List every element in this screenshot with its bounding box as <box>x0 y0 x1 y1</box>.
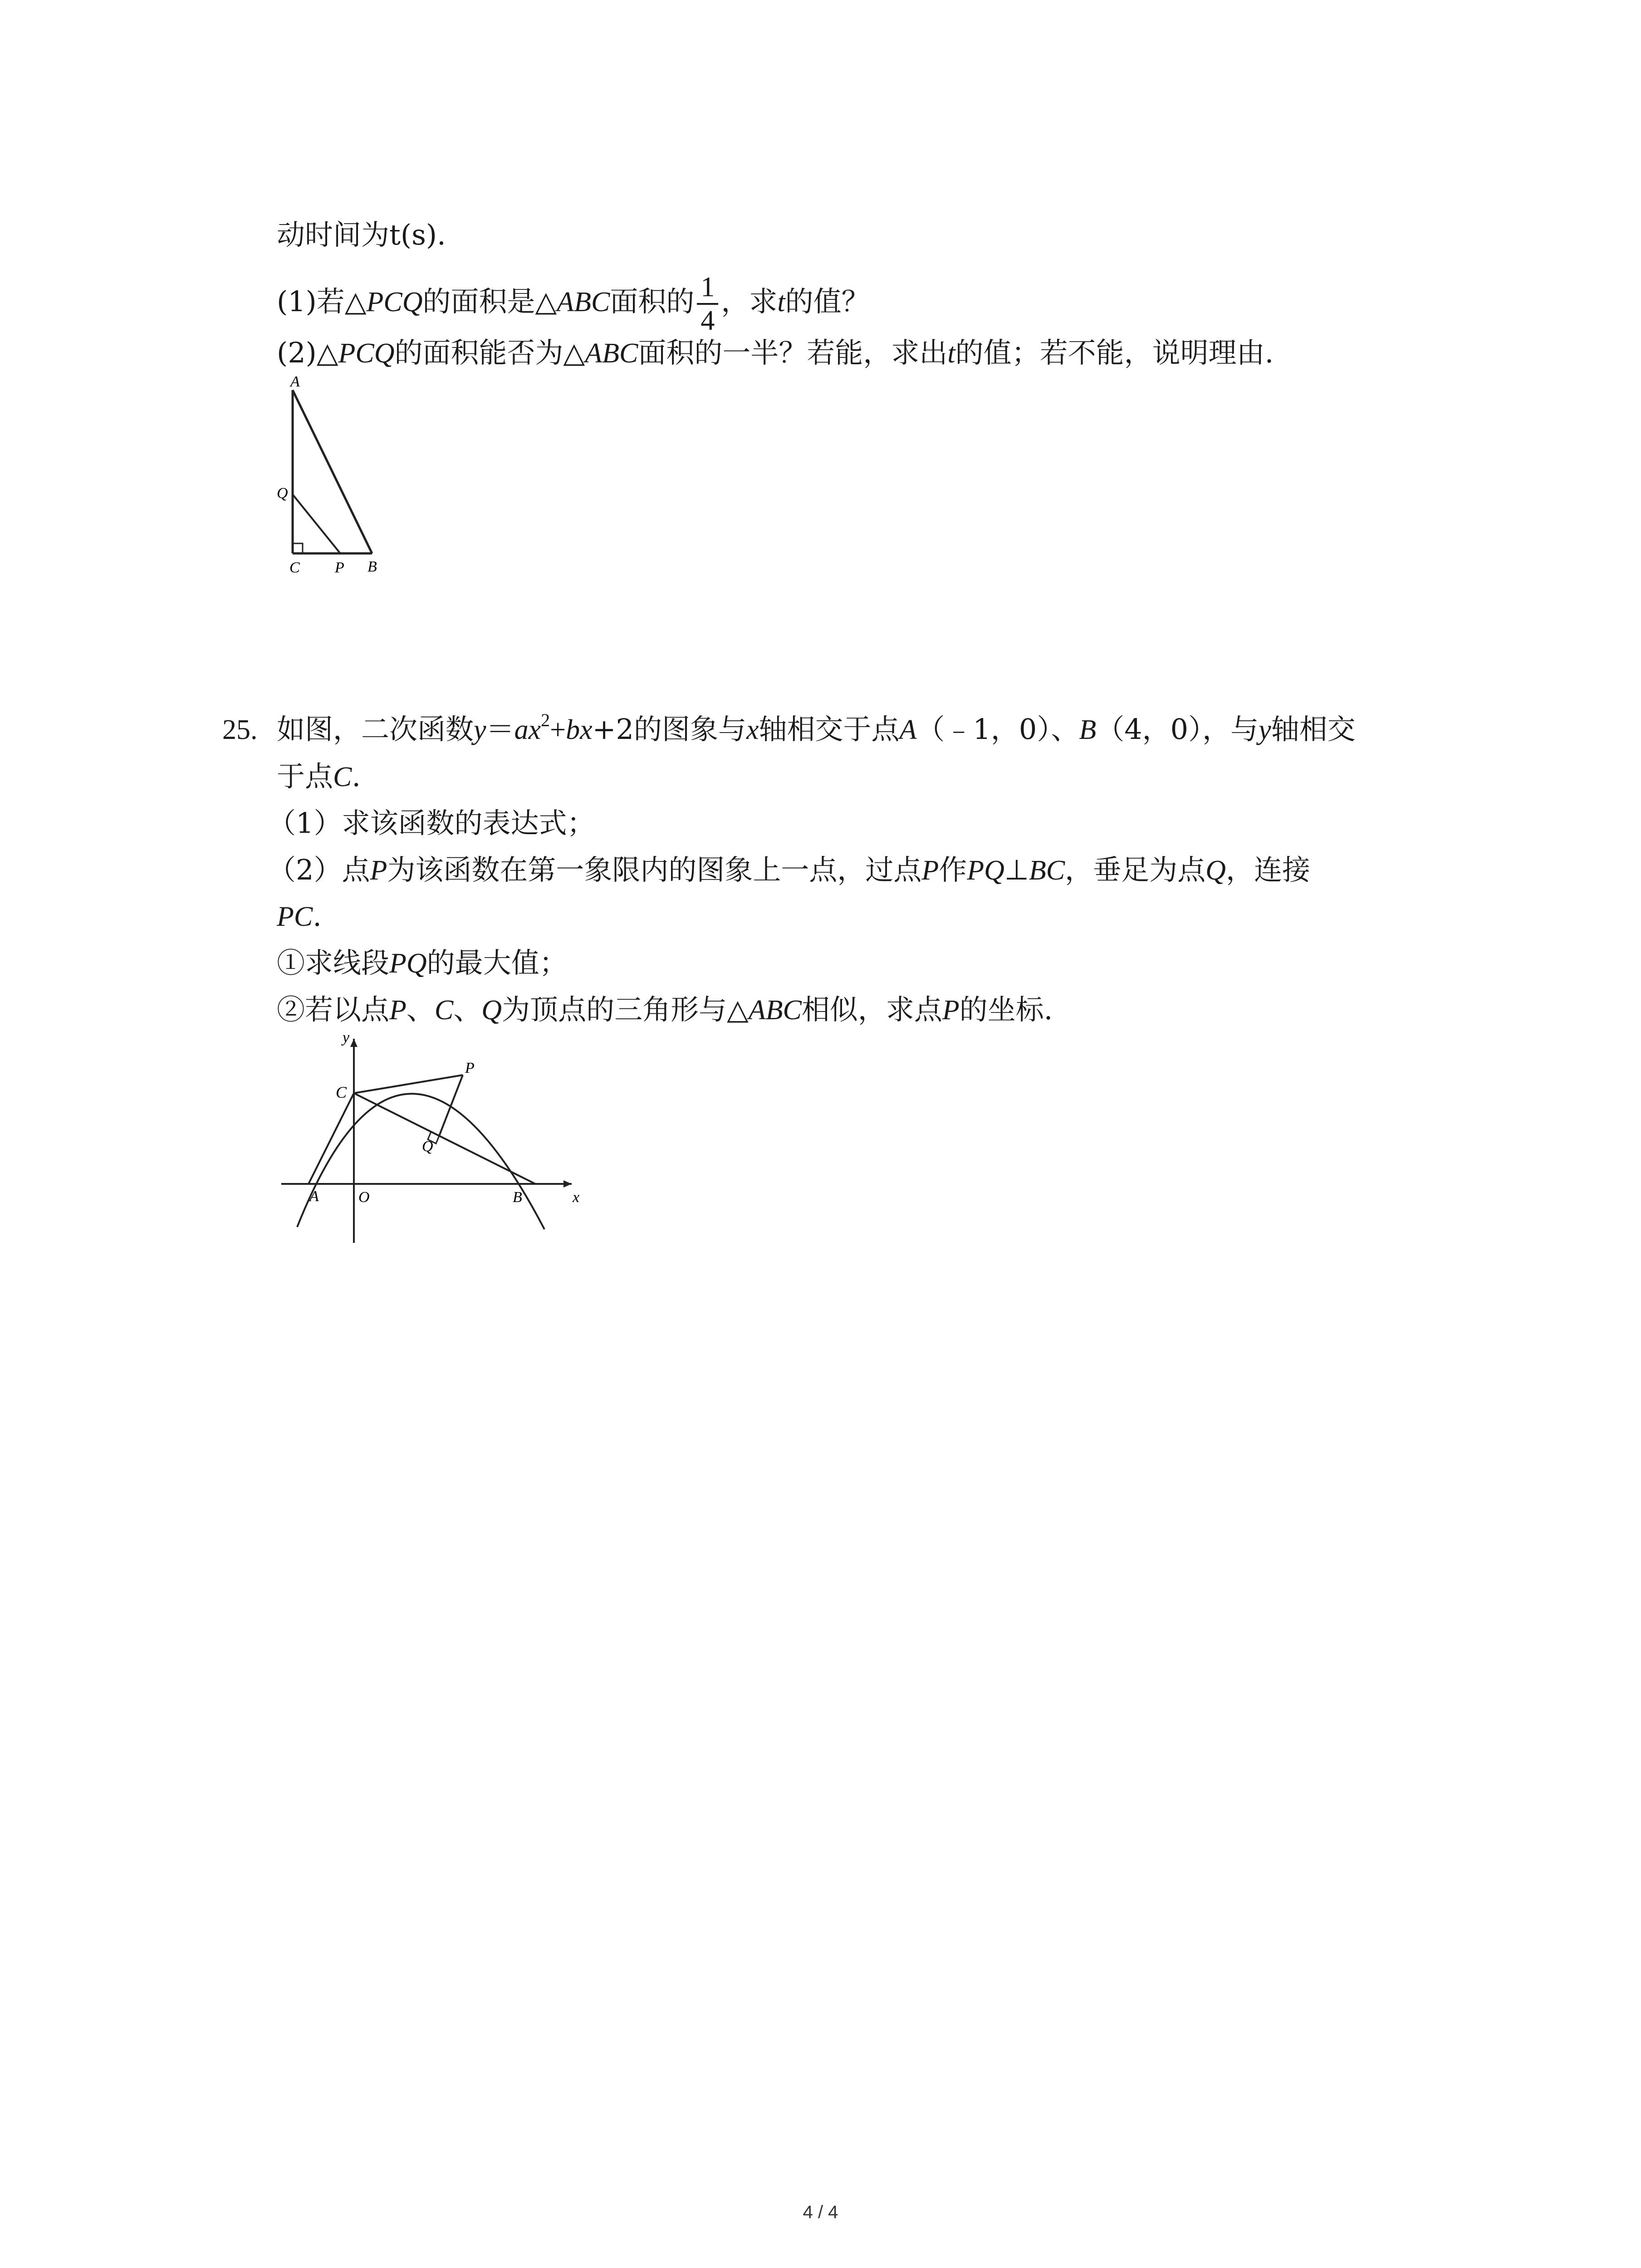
q25-sub1 <box>277 945 568 982</box>
q24-p1-text-c: 的面积是△ <box>422 285 557 318</box>
q25-s7-a: ②若以点 <box>277 993 390 1026</box>
q24-p1-text-a: (1)若△ <box>277 285 367 318</box>
q25-s1-a: 如图，二次函数 <box>277 713 474 746</box>
q25-s5-dot: . <box>313 899 322 933</box>
q25-s1-ax: ax <box>514 714 541 745</box>
q24-time-text: 动时间为t(s). <box>277 218 446 251</box>
q25-sub2 <box>277 992 1053 1028</box>
q25-s1-k: （﹣1，0）、 <box>916 713 1079 746</box>
q25-s7-g: 为顶点的三角形与△ <box>502 993 749 1026</box>
q25-part1 <box>268 805 595 841</box>
label-a: A <box>309 1188 319 1205</box>
q25-s7-k: 的坐标. <box>959 993 1053 1026</box>
q24-p1-t: t <box>777 287 785 318</box>
q24-p1-text-e: 面积的 <box>610 285 695 318</box>
q25-stem-line1 <box>222 711 1356 748</box>
q25-parabola-figure <box>272 1030 581 1247</box>
page-number: 4 / 4 <box>803 2202 838 2222</box>
q25-s7-e: 、 <box>453 993 482 1026</box>
q24-p1-fraction <box>697 271 718 337</box>
label-b: B <box>367 558 377 575</box>
q24-p2-text-g: 的值；若不能，说明理由. <box>955 336 1274 369</box>
q25-s2-C: C <box>333 762 352 792</box>
q25-s1-eq: ＝ <box>486 713 514 746</box>
q25-s4-perp: ⊥ <box>1004 855 1029 886</box>
q25-s1-x: x <box>746 714 759 745</box>
q24-p1-pcq: PCQ <box>366 287 423 318</box>
q25-s4-BC: BC <box>1029 855 1065 886</box>
label-q: Q <box>422 1138 433 1155</box>
q25-s4-a: （2）点 <box>268 853 370 886</box>
q25-s4-P2: P <box>921 855 939 886</box>
q25-s7-Q: Q <box>481 995 502 1026</box>
q24-triangle-figure <box>272 372 399 581</box>
q25-s6-PQ: PQ <box>389 948 427 979</box>
q25-s7-ABC: ABC <box>748 995 802 1026</box>
q25-s1-sup: 2 <box>541 710 550 730</box>
label-q: Q <box>277 485 288 502</box>
q25-s1-B: B <box>1079 714 1097 745</box>
q25-s7-i: 相似，求点 <box>801 993 942 1026</box>
q24-p2-t: t <box>947 338 955 369</box>
q25-part2 <box>268 852 1310 889</box>
segment-qp <box>293 494 340 553</box>
q25-s4-P: P <box>370 855 387 886</box>
q25-s1-y2: y <box>1259 714 1271 745</box>
label-p: P <box>465 1060 475 1076</box>
q25-part2-cont <box>277 898 322 935</box>
q25-stem-line2 <box>277 758 361 795</box>
q24-part1 <box>277 268 870 337</box>
q25-s4-i: ，垂足为点 <box>1065 853 1206 886</box>
label-y: y <box>343 1030 350 1046</box>
q24-p2-text-a: (2)△ <box>277 336 338 369</box>
q25-s2-a: 于点 <box>277 760 333 793</box>
q24-p1-text-f: ，求 <box>721 285 778 318</box>
q24-part2 <box>277 335 1274 371</box>
q25-s5-PC: PC <box>277 901 313 932</box>
q24-p1-text-h: 的值？ <box>785 285 870 318</box>
label-p: P <box>335 559 344 576</box>
parabola-curve <box>297 1094 544 1229</box>
q25-s4-PQ: PQ <box>967 855 1004 886</box>
fraction-numerator: 1 <box>697 271 718 305</box>
q25-s2-dot: . <box>352 760 361 793</box>
q24-p1-abc: ABC <box>557 287 610 318</box>
q25-s1-plus: + <box>550 714 566 745</box>
q25-s1-bx: bx <box>566 714 593 745</box>
q25-s4-Q: Q <box>1205 855 1226 886</box>
q25-number: 25. <box>222 714 258 745</box>
q24-line-time <box>277 217 446 253</box>
q25-s4-c: 为该函数在第一象限内的图象上一点，过点 <box>387 853 922 886</box>
segment-cb <box>354 1093 535 1184</box>
side-ab <box>293 390 372 553</box>
q25-s1-o: 轴相交 <box>1271 713 1356 746</box>
y-axis-arrow <box>350 1039 358 1047</box>
segment-pq <box>439 1075 463 1136</box>
label-b: B <box>513 1189 522 1206</box>
q25-s4-k: ，连接 <box>1225 853 1310 886</box>
q24-p2-text-c: 的面积能否为△ <box>394 336 585 369</box>
right-angle-mark <box>293 543 303 553</box>
q25-s1-y: y <box>474 714 486 745</box>
q25-s3: （1）求该函数的表达式； <box>268 807 595 840</box>
q25-s7-C: C <box>434 995 454 1026</box>
label-c: C <box>336 1083 347 1101</box>
q24-p2-pcq: PCQ <box>338 338 395 369</box>
segment-ac <box>309 1093 354 1184</box>
label-a: A <box>290 373 300 390</box>
label-o: O <box>358 1189 370 1206</box>
q24-p2-text-e: 面积的一半？若能，求出 <box>638 336 948 369</box>
q24-p2-abc: ABC <box>585 338 638 369</box>
fraction-denominator: 4 <box>700 305 715 336</box>
q25-s6-c: 的最大值； <box>426 946 568 979</box>
label-x: x <box>573 1189 580 1206</box>
q25-s1-i: 轴相交于点 <box>759 713 900 746</box>
x-axis-arrow <box>563 1180 572 1188</box>
q25-s7-P: P <box>389 995 407 1026</box>
q25-s1-m: （4，0），与 <box>1096 713 1259 746</box>
q25-s6-a: ①求线段 <box>277 946 390 979</box>
q25-s1-g: +2的图象与 <box>592 713 746 746</box>
q25-s4-e: 作 <box>939 853 967 886</box>
q25-s1-A: A <box>899 714 917 745</box>
segment-cp <box>354 1075 463 1093</box>
q25-s7-P2: P <box>942 995 960 1026</box>
label-c: C <box>289 559 300 576</box>
q25-s7-c: 、 <box>406 993 435 1026</box>
